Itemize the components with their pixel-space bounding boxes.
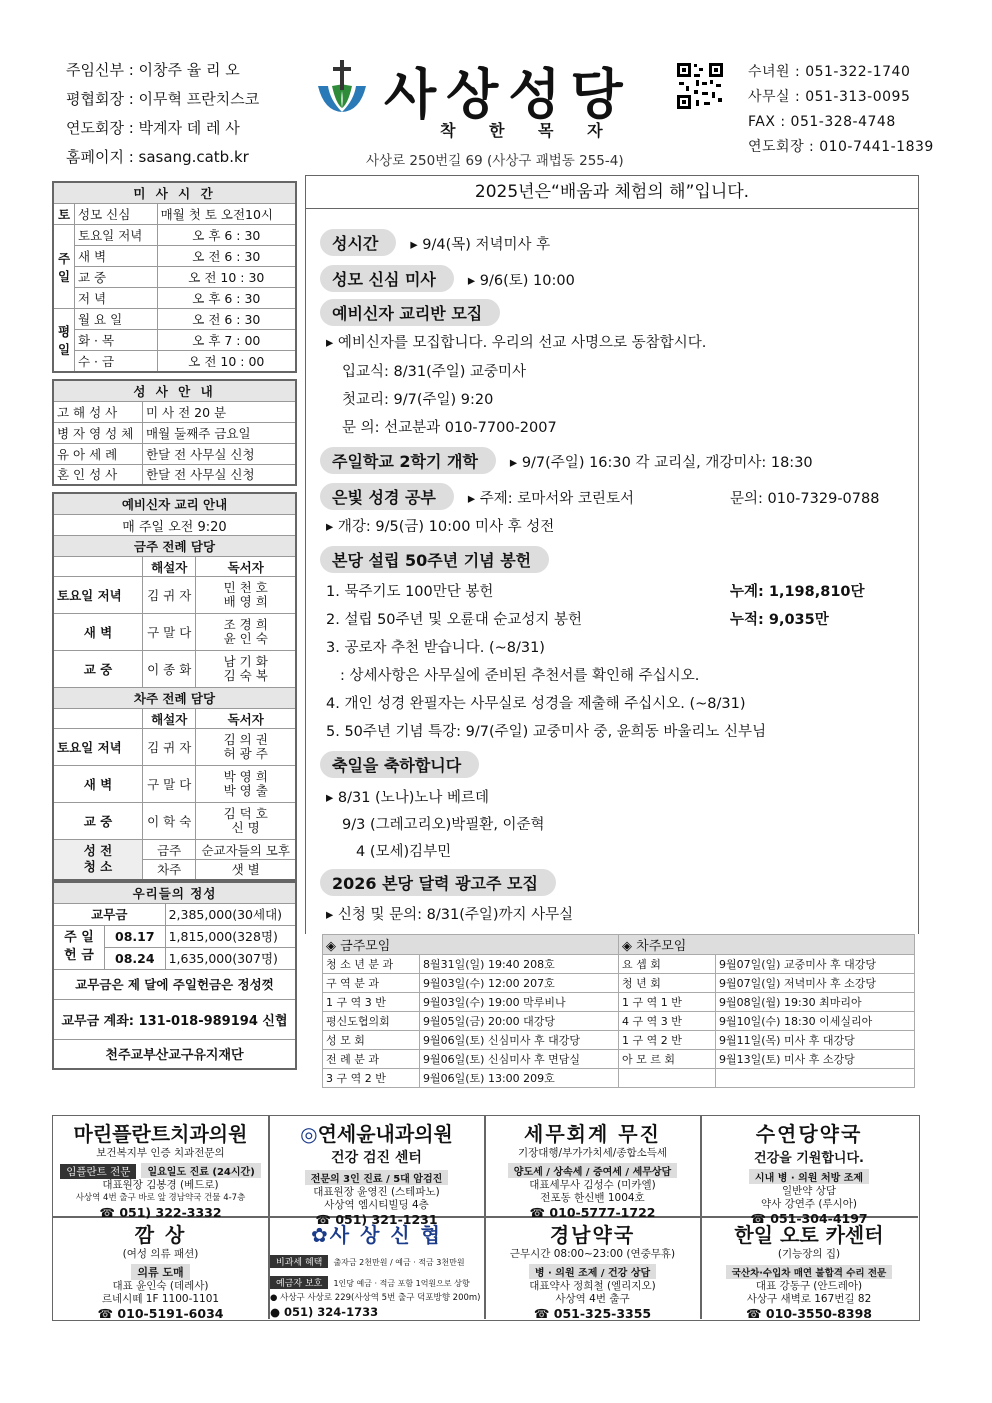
mass-cell: 매월 첫 토 오전10시 <box>157 204 296 225</box>
ad-text: 기장대행/부가가치세/종합소득세 <box>517 1147 668 1159</box>
ad-phone: ☎ 010-5191-6034 <box>97 1306 224 1321</box>
offering-date: 08.17 <box>105 925 166 947</box>
ad-badge: 임플란트 전문 <box>60 1164 136 1179</box>
notice-pill: 성모 신심 미사 <box>320 265 454 292</box>
parish-patron: 착 한 목 자 <box>440 121 617 140</box>
ad-name: 경남약국 <box>549 1223 636 1247</box>
header-line: 주임신부 : 이창주 율 리 오 <box>66 61 240 79</box>
ad-phone: ☎ 010-5777-1722 <box>529 1205 656 1220</box>
church-logo-icon <box>312 56 372 116</box>
mass-cell: 월 요 일 <box>75 309 158 330</box>
mass-cell: 성모 신심 <box>75 204 158 225</box>
offering-table <box>52 881 297 1071</box>
hymn-title: 순교자들의 모후 <box>196 840 296 860</box>
mass-cell: 오 전 6 : 30 <box>157 246 296 267</box>
commentator: 이 종 화 <box>143 651 196 688</box>
lectors <box>196 803 296 840</box>
ad-text: 대표 강동구 (안드레아) <box>755 1280 863 1292</box>
notice-calendar-ads <box>320 869 556 896</box>
section-head: 예비신자 교리 안내 <box>53 493 296 515</box>
lector: 민 천 호 <box>223 580 268 595</box>
notice-pill: 축일을 축하합니다 <box>320 751 479 778</box>
notice-line: 4. 개인 성경 완필자는 사무실로 성경을 제출해 주십시오. (~8/31) <box>326 696 746 712</box>
ad-internal-clinic[interactable] <box>270 1118 483 1227</box>
ad-text: 1인당 예금 · 적금 포함 1억원으로 상향 <box>333 1279 470 1288</box>
commentator: 이 학 숙 <box>143 803 196 840</box>
col-head: 해설자 <box>143 709 196 729</box>
ad-text: 전포동 한신밴 1004호 <box>540 1192 645 1204</box>
meeting-group: 청 소 년 분 과 <box>323 955 420 974</box>
ad-highlight: 전문의 3인 진료 / 5대 암검진 <box>305 1170 449 1185</box>
mass-cell: 새 벽 <box>75 246 158 267</box>
meeting-time: 9월11일(목) 미사 후 대강당 <box>716 1031 915 1050</box>
offering-foundation: 천주교부산교구유지재단 <box>53 1039 296 1069</box>
notice-line: 3. 공로자 추천 받습니다. (~8/31) <box>326 640 545 656</box>
meeting-group: 1 구 역 3 반 <box>323 993 420 1012</box>
sacrament-info: 매월 둘째주 금요일 <box>143 422 297 443</box>
ad-name: 세무회계 무진 <box>524 1122 661 1146</box>
meeting-time: 9월06일(토) 13:00 209호 <box>420 1069 619 1088</box>
lector: 남 기 화 <box>223 654 268 669</box>
notice-line: 입교식: 8/31(주일) 교중미사 <box>342 364 527 380</box>
notice-text: 신청 및 문의: 8/31(주일)까지 사무실 <box>337 907 574 923</box>
offering-label: 교무금 <box>53 903 165 925</box>
credit-union-logo-icon: ✿ <box>311 1223 330 1247</box>
mass-cell: 오 전 10 : 00 <box>157 351 296 372</box>
section-head: 우리들의 정성 <box>53 882 296 904</box>
ad-subtitle: 건강을 기원합니다. <box>754 1151 864 1166</box>
mass-cell: 오 전 10 : 30 <box>157 267 296 288</box>
lectors <box>196 729 296 766</box>
section-head: 금주 전례 담당 <box>53 536 296 557</box>
mass-cell: 저 녁 <box>75 288 158 309</box>
notice-feast-days <box>320 751 479 778</box>
meeting-group: 성 모 회 <box>323 1031 420 1050</box>
left-column <box>52 181 297 1070</box>
meeting-time: 8월31일(일) 19:40 208호 <box>420 955 619 974</box>
donation-total: 누적: 9,035만 <box>730 612 829 628</box>
offering-label: 주 일 헌 금 <box>53 925 105 969</box>
meeting-time: 9월10일(수) 18:30 이세실리아 <box>716 1012 915 1031</box>
lector: 신 명 <box>231 820 260 835</box>
meeting-group: 요 셉 회 <box>619 955 716 974</box>
ad-tax-office[interactable] <box>486 1118 699 1220</box>
meeting-time: 9월07일(일) 저녁미사 후 소강당 <box>716 974 915 993</box>
ad-text: 사상역 4번 출구 바로 앞 경남약국 건물 4-7층 <box>75 1193 246 1203</box>
lector: 박 영 출 <box>223 783 268 798</box>
notice-line: 4 (모세)김부민 <box>356 844 452 860</box>
sacraments-table <box>52 379 297 487</box>
meeting-group: 1 구 역 2 반 <box>619 1031 716 1050</box>
notice-sunday-school: 주일학교 2학기 개학 ▸ 9/7(주일) 16:30 각 교리실, 개강미사: 18:30 <box>320 447 813 474</box>
mass-cell: 토요일 저녁 <box>75 225 158 246</box>
ad-text: 대표 윤인숙 (데레사) <box>112 1280 209 1292</box>
ad-text: 르네시떼 1F 1100-1101 <box>101 1293 220 1305</box>
hymn-title: 샛 별 <box>196 860 296 880</box>
sacrament-info: 한달 전 사무실 신청 <box>143 443 297 464</box>
hymn-week: 금주 <box>143 840 196 860</box>
commentator: 구 말 다 <box>143 614 196 651</box>
ad-name: 수연당약국 <box>755 1122 863 1146</box>
sacrament-name: 고 해 성 사 <box>53 401 143 422</box>
ad-highlight: 양도세 / 상속세 / 증여세 / 세무상담 <box>508 1163 677 1178</box>
header-staff <box>66 56 259 172</box>
notice-line: 5. 50주년 기념 특강: 9/7(주일) 교중미사 중, 윤희동 바울리노 신부님 <box>326 724 767 740</box>
meeting-time: 9월03일(수) 19:00 막루비나 <box>420 993 619 1012</box>
ad-phone: ☎ 051-304-4197 <box>750 1211 868 1226</box>
liturgy-mass: 새 벽 <box>53 614 143 651</box>
ad-car-center[interactable] <box>702 1219 916 1321</box>
header-line: 홈페이지 : sasang.catb.kr <box>66 148 249 166</box>
mass-group: 평일 <box>53 309 75 372</box>
liturgy-mass: 교 중 <box>53 803 143 840</box>
rosary-count: 누계: 1,198,810단 <box>730 584 865 600</box>
mass-cell: 오 후 6 : 30 <box>157 225 296 246</box>
notice-marian-mass: 성모 신심 미사 ▸ 9/6(토) 10:00 <box>320 265 575 292</box>
header-line: 평협회장 : 이무혁 프란치스코 <box>66 90 260 108</box>
notice-line: 9/3 (그레고리오)박필환, 이준혁 <box>342 817 545 833</box>
section-head: 성 사 안 내 <box>53 380 296 402</box>
sacrament-name: 혼 인 성 사 <box>53 464 143 485</box>
sacrament-name: 병 자 영 성 체 <box>53 422 143 443</box>
notice-text: 개강: 9/5(금) 10:00 미사 후 성전 <box>337 519 555 535</box>
ad-name: 사 상 신 협 <box>329 1223 442 1247</box>
notice-catechumen <box>320 299 500 326</box>
ad-text: 출자금 2천만원 / 예금 · 적금 3천만원 <box>333 1258 465 1267</box>
lector: 허 광 주 <box>223 746 268 761</box>
ad-text: 약사 강연주 (루시아) <box>760 1198 857 1210</box>
meeting-time <box>716 1069 915 1088</box>
liturgy-mass: 새 벽 <box>53 766 143 803</box>
ad-badge: 예금자 보호 <box>270 1276 328 1289</box>
ad-highlight: 병 · 의원 조제 / 건강 상담 <box>529 1264 656 1279</box>
mass-cell: 오 전 6 : 30 <box>157 309 296 330</box>
notice-text: 예비신자를 모집합니다. 우리의 선교 사명으로 동참합시다. <box>337 335 707 351</box>
year-theme: 2025년은“배움과 체험의 해”입니다. <box>305 175 919 209</box>
ad-highlight: 의류 도매 <box>131 1264 189 1280</box>
notice-line: : 상세사항은 사무실에 준비된 추천서를 확인해 주십시오. <box>340 668 700 684</box>
ad-pharmacy-suyeon[interactable] <box>702 1118 916 1226</box>
catechumen-time: 매 주일 오전 9:20 <box>53 515 296 536</box>
hymn-label-line: 청 소 <box>83 859 113 875</box>
notice-pill: 주일학교 2학기 개학 <box>320 447 496 474</box>
ad-text: 대표약사 정희철 (엘리지오) <box>529 1280 656 1292</box>
lectors <box>196 614 296 651</box>
ad-text: (여성 의류 패션) <box>122 1248 199 1260</box>
ad-text: ● 사상구 사상로 229(사상역 5번 출구 덕포방향 200m) <box>270 1293 481 1303</box>
ad-phone: ☎ 051) 321-1231 <box>315 1212 438 1227</box>
qr-code-icon[interactable] <box>676 62 724 110</box>
meeting-group: 전 례 분 과 <box>323 1050 420 1069</box>
ad-text: 근무시간 08:00~23:00 (연중무휴) <box>509 1248 676 1260</box>
ad-highlight: 일요일도 진료 (24시간) <box>141 1163 260 1178</box>
lectors <box>196 577 296 614</box>
notice-text: 9/6(토) 10:00 <box>479 273 575 289</box>
offering-value: 2,385,000(30세대) <box>165 903 296 925</box>
liturgy-mass: 토요일 저녁 <box>53 577 143 614</box>
ad-highlight: 시내 병 · 의원 처방 조제 <box>749 1169 869 1184</box>
ad-text: 사상구 새벽로 167번길 82 <box>746 1293 872 1305</box>
sacrament-name: 유 아 세 례 <box>53 443 143 464</box>
meeting-group: 청 년 회 <box>619 974 716 993</box>
header-contacts <box>748 60 934 160</box>
notice-pill: 2026 본당 달력 광고주 모집 <box>320 869 556 896</box>
church-address: 사상로 250번길 69 (사상구 괘법동 255-4) <box>366 153 624 169</box>
lector: 김 의 권 <box>223 732 268 747</box>
notice-pill: 예비신자 교리반 모집 <box>320 299 500 326</box>
ad-text: 대표세무사 김성수 (미카엘) <box>529 1179 656 1191</box>
ad-phone: ● 051) 324-1733 <box>270 1305 379 1319</box>
liturgy-mass: 교 중 <box>53 651 143 688</box>
lector: 박 영 희 <box>223 769 268 784</box>
ministry-table <box>52 492 297 881</box>
clinic-logo-icon: ◎ <box>300 1122 318 1146</box>
offering-value: 1,635,000(307명) <box>165 947 296 969</box>
mass-cell: 화 · 목 <box>75 330 158 351</box>
meeting-time: 9월13일(토) 미사 후 소강당 <box>716 1050 915 1069</box>
ad-phone: ☎ 051) 322-3332 <box>99 1205 222 1220</box>
ad-badge: 비과세 혜택 <box>270 1255 328 1268</box>
contact-line: 사무실 : 051-313-0095 <box>748 89 911 105</box>
col-head: 독서자 <box>196 709 296 729</box>
offering-date: 08.24 <box>105 947 166 969</box>
mass-cell: 교 중 <box>75 267 158 288</box>
notice-line: 문 의: 선교분과 010-7700-2007 <box>342 420 557 436</box>
notice-pill: 성시간 <box>320 229 396 256</box>
meetings-head: ◈ 금주모임 <box>323 935 619 955</box>
church-name: 사상성당 <box>384 63 633 126</box>
lector: 김 숙 복 <box>223 668 268 683</box>
meeting-group: 아 모 르 회 <box>619 1050 716 1069</box>
meeting-time: 9월08일(월) 19:30 최마리아 <box>716 993 915 1012</box>
ad-highlight: 국산차·수입차 매연 불합격 수리 전문 <box>726 1265 893 1279</box>
notice-line: 1. 묵주기도 100만단 봉헌 <box>326 584 494 600</box>
meeting-group: 평신도협의회 <box>323 1012 420 1031</box>
liturgy-mass: 토요일 저녁 <box>53 729 143 766</box>
ad-name: 연세윤내과의원 <box>317 1122 453 1146</box>
ad-phone: ☎ 051-325-3355 <box>533 1306 652 1321</box>
commentator: 구 말 다 <box>143 766 196 803</box>
notice-anniversary <box>320 546 549 573</box>
hymn-week: 차주 <box>143 860 196 880</box>
col-head: 해설자 <box>143 557 196 577</box>
lectors <box>196 766 296 803</box>
mass-cell: 수 · 금 <box>75 351 158 372</box>
notice-text: 9/7(주일) 16:30 각 교리실, 개강미사: 18:30 <box>521 455 813 471</box>
ad-name: 한일 오토 카센터 <box>734 1223 884 1247</box>
offering-note: 교무금은 제 달에 주일헌금은 정성껏 <box>53 969 296 999</box>
notice-line: ▸ 신청 및 문의: 8/31(주일)까지 사무실 <box>326 907 574 923</box>
ad-phone: ☎ 010-3550-8398 <box>746 1306 872 1321</box>
ad-name: 마린플란트치과의원 <box>73 1122 248 1146</box>
contact-line: FAX : 051-328-4748 <box>748 114 896 130</box>
mass-times-table <box>52 181 297 373</box>
sacrament-info: 한달 전 사무실 신청 <box>143 464 297 485</box>
notice-line: ▸ 8/31 (노나)노나 베르데 <box>326 790 490 806</box>
commentator: 김 귀 자 <box>143 729 196 766</box>
lector: 윤 인 숙 <box>223 631 268 646</box>
ad-text: 일반약 상담 <box>781 1185 837 1197</box>
meeting-group <box>619 1069 716 1088</box>
meeting-group: 구 역 분 과 <box>323 974 420 993</box>
section-head: 미 사 시 간 <box>53 182 296 204</box>
ad-fashion[interactable] <box>54 1219 267 1321</box>
lectors <box>196 651 296 688</box>
ad-subtitle: 건강 검진 센터 <box>331 1150 422 1166</box>
ad-text: 대표원장 윤영진 (스테파노) <box>313 1186 440 1198</box>
notice-bible-study: 은빛 성경 공부 ▸ 주제: 로마서와 코린토서 <box>320 483 634 510</box>
notice-contact: 문의: 010-7329-0788 <box>730 491 880 507</box>
meetings-head: ◈ 차주모임 <box>619 935 915 955</box>
col-head: 독서자 <box>196 557 296 577</box>
mass-group: 주일 <box>53 225 75 309</box>
sacrament-info: 미 사 전 20 분 <box>143 401 297 422</box>
lector: 김 덕 호 <box>223 806 268 821</box>
notice-line: ▸ 개강: 9/5(금) 10:00 미사 후 성전 <box>326 519 555 535</box>
meeting-group: 1 구 역 1 반 <box>619 993 716 1012</box>
notice-line: 첫교리: 9/7(주일) 9:20 <box>342 392 494 408</box>
notice-pill: 본당 설립 50주년 기념 봉헌 <box>320 546 549 573</box>
ad-text: 사상역 4번 출구 <box>555 1293 630 1305</box>
lector: 조 경 희 <box>223 617 268 632</box>
ad-text: 보건복지부 인증 치과전문의 <box>96 1147 225 1159</box>
section-head: 차주 전례 담당 <box>53 688 296 709</box>
mass-cell: 오 후 7 : 00 <box>157 330 296 351</box>
ad-text: 사상역 엠시티빌딩 4층 <box>324 1199 429 1211</box>
lector: 배 영 희 <box>223 594 268 609</box>
notice-line: ▸ 예비신자를 모집합니다. 우리의 선교 사명으로 동참합시다. <box>326 335 707 351</box>
meeting-time: 9월06일(토) 신심미사 후 면담실 <box>420 1050 619 1069</box>
notice-text: 주제: 로마서와 코린토서 <box>479 491 634 507</box>
ad-text: (기능장의 집) <box>777 1248 841 1260</box>
header-line: 연도회장 : 박계자 데 레 사 <box>66 119 240 137</box>
ad-name: 깜 상 <box>134 1223 187 1247</box>
meeting-time: 9월05일(금) 20:00 대강당 <box>420 1012 619 1031</box>
contact-line: 연도회장 : 010-7441-1839 <box>748 139 934 155</box>
ad-dental-clinic[interactable] <box>54 1118 267 1220</box>
offering-account: 교무금 계좌: 131-018-989194 신협 <box>53 999 296 1039</box>
ad-text: 대표원장 김봉경 (베드로) <box>102 1179 219 1191</box>
contact-line: 수녀원 : 051-322-1740 <box>748 64 911 80</box>
mass-group: 토 <box>53 204 75 225</box>
meeting-group: 3 구 역 2 반 <box>323 1069 420 1088</box>
notice-text: 8/31 (노나)노나 베르데 <box>337 790 490 806</box>
meetings-table <box>322 934 915 1088</box>
commentator: 김 귀 자 <box>143 577 196 614</box>
hymn-label <box>53 840 143 880</box>
ad-pharmacy-gyeongnam[interactable] <box>486 1219 699 1321</box>
notice-pill: 은빛 성경 공부 <box>320 483 454 510</box>
hymn-label-line: 성 전 <box>83 843 113 859</box>
meeting-time: 9월03일(수) 12:00 207호 <box>420 974 619 993</box>
offering-value: 1,815,000(328명) <box>165 925 296 947</box>
mass-cell: 오 후 6 : 30 <box>157 288 296 309</box>
meeting-time: 9월06일(토) 신심미사 후 대강당 <box>420 1031 619 1050</box>
notice-line: 2. 설립 50주년 및 오륜대 순교성지 봉헌 <box>326 612 583 628</box>
meeting-time: 9월07일(일) 교중미사 후 대강당 <box>716 955 915 974</box>
meeting-group: 4 구 역 3 반 <box>619 1012 716 1031</box>
notice-holy-hour: 성시간 ▸ 9/4(목) 저녁미사 후 <box>320 229 550 256</box>
notice-text: 9/4(목) 저녁미사 후 <box>422 237 551 253</box>
ad-credit-union[interactable] <box>270 1219 483 1319</box>
